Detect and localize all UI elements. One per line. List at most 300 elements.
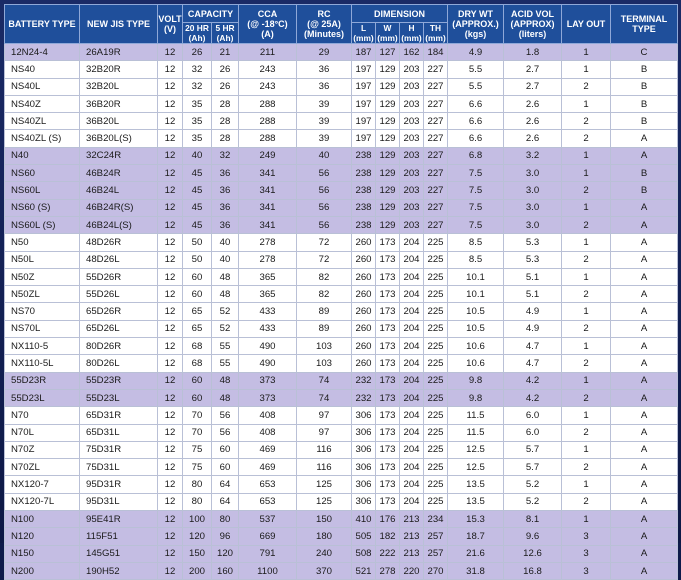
header-dim-th: TH (mm) [425, 23, 446, 43]
table-row [5, 44, 678, 61]
table-cell: N150 [5, 545, 80, 562]
table-cell: 46B24L [80, 182, 158, 199]
table-cell: 60 [183, 389, 212, 406]
table-cell: 12 [158, 165, 183, 182]
table-cell: 103 [297, 355, 352, 372]
header-rc: RC (@ 25A) (Minutes) [297, 5, 352, 44]
table-cell: 1100 [239, 562, 297, 579]
table-cell: 120 [183, 528, 212, 545]
table-cell: 8.5 [448, 251, 504, 268]
table-cell: 100 [183, 511, 212, 528]
table-cell: 13.5 [448, 476, 504, 493]
table-cell: 55D23L [80, 389, 158, 406]
table-cell: B [611, 182, 678, 199]
table-cell: 341 [239, 182, 297, 199]
table-cell: 227 [424, 61, 448, 78]
table-cell: 50 [183, 234, 212, 251]
table-cell: 240 [297, 545, 352, 562]
table-cell: 408 [239, 424, 297, 441]
table-cell: 12 [158, 303, 183, 320]
table-cell: 36 [297, 78, 352, 95]
table-cell: 180 [297, 528, 352, 545]
table-cell: 225 [424, 303, 448, 320]
table-cell: 6.6 [448, 113, 504, 130]
table-cell: A [611, 268, 678, 285]
table-cell: 89 [297, 320, 352, 337]
header-dimension: DIMENSION [352, 5, 448, 23]
table-cell: A [611, 389, 678, 406]
table-cell: 26 [183, 44, 212, 61]
table-cell: NS60L [5, 182, 80, 199]
table-cell: 32 [183, 61, 212, 78]
table-cell: 36B20L [80, 113, 158, 130]
table-cell: 203 [400, 199, 424, 216]
table-cell: 129 [376, 147, 400, 164]
table-cell: 32C24R [80, 147, 158, 164]
table-cell: 204 [400, 251, 424, 268]
table-cell: 203 [400, 216, 424, 233]
table-cell: 1 [562, 511, 611, 528]
table-cell: A [611, 320, 678, 337]
table-cell: 238 [352, 182, 376, 199]
table-cell: 173 [376, 303, 400, 320]
table-cell: 203 [400, 61, 424, 78]
table-cell: 72 [297, 251, 352, 268]
table-cell: A [611, 372, 678, 389]
table-cell: 653 [239, 476, 297, 493]
header-terminal-type: TERMINAL TYPE [611, 5, 678, 44]
table-cell: 68 [183, 355, 212, 372]
table-cell: 2 [562, 251, 611, 268]
table-cell: 225 [424, 355, 448, 372]
table-cell: NS70 [5, 303, 80, 320]
table-cell: 129 [376, 199, 400, 216]
table-cell: 12 [158, 199, 183, 216]
table-cell: 10.6 [448, 355, 504, 372]
table-cell: 2.6 [504, 113, 562, 130]
table-cell: 55D23R [5, 372, 80, 389]
table-cell: 36B20R [80, 95, 158, 112]
table-cell: 1 [562, 407, 611, 424]
table-cell: 12 [158, 407, 183, 424]
table-cell: 12.5 [448, 441, 504, 458]
table-cell: 2.6 [504, 95, 562, 112]
table-cell: 7.5 [448, 216, 504, 233]
table-cell: 3 [562, 545, 611, 562]
table-cell: 55D23R [80, 372, 158, 389]
table-cell: 97 [297, 424, 352, 441]
table-cell: 60 [212, 459, 239, 476]
table-cell: 490 [239, 338, 297, 355]
table-cell: 227 [424, 130, 448, 147]
table-cell: 173 [376, 424, 400, 441]
header-capacity: CAPACITY [183, 5, 239, 23]
table-cell: 288 [239, 113, 297, 130]
table-cell: A [611, 251, 678, 268]
table-cell: 373 [239, 372, 297, 389]
table-cell: 12 [158, 476, 183, 493]
table-cell: NX110-5L [5, 355, 80, 372]
table-cell: 12 [158, 372, 183, 389]
table-cell: 3 [562, 528, 611, 545]
table-row [5, 147, 678, 164]
table-cell: 12 [158, 286, 183, 303]
table-cell: 12 [158, 511, 183, 528]
table-cell: 238 [352, 165, 376, 182]
table-cell: 373 [239, 389, 297, 406]
table-cell: 8.5 [448, 234, 504, 251]
table-cell: 260 [352, 303, 376, 320]
table-cell: 60 [183, 372, 212, 389]
table-cell: 204 [400, 476, 424, 493]
table-cell: 213 [400, 511, 424, 528]
table-cell: 40 [212, 234, 239, 251]
table-cell: 116 [297, 459, 352, 476]
table-cell: 203 [400, 130, 424, 147]
header-dim-h: H (mm) [401, 23, 422, 43]
table-cell: 370 [297, 562, 352, 579]
table-cell: 225 [424, 286, 448, 303]
table-cell: 365 [239, 268, 297, 285]
table-cell: 2 [562, 424, 611, 441]
table-row [5, 234, 678, 251]
table-cell: 173 [376, 338, 400, 355]
table-cell: 12 [158, 234, 183, 251]
table-cell: 10.5 [448, 320, 504, 337]
table-cell: 95D31L [80, 493, 158, 510]
table-cell: 3.0 [504, 182, 562, 199]
table-cell: 28 [212, 130, 239, 147]
table-cell: 227 [424, 182, 448, 199]
table-cell: 4.7 [504, 355, 562, 372]
table-cell: N50ZL [5, 286, 80, 303]
table-cell: 4.2 [504, 389, 562, 406]
table-cell: C [611, 44, 678, 61]
table-cell: 260 [352, 320, 376, 337]
table-cell: 10.6 [448, 338, 504, 355]
table-cell: 173 [376, 268, 400, 285]
table-cell: 12 [158, 268, 183, 285]
table-cell: 80D26R [80, 338, 158, 355]
table-cell: 125 [297, 476, 352, 493]
table-cell: 203 [400, 95, 424, 112]
table-cell: A [611, 286, 678, 303]
table-cell: 1 [562, 61, 611, 78]
table-cell: 306 [352, 407, 376, 424]
table-cell: 173 [376, 234, 400, 251]
table-cell: 257 [424, 545, 448, 562]
table-cell: 12 [158, 441, 183, 458]
table-cell: 48D26L [80, 251, 158, 268]
table-cell: 32 [212, 147, 239, 164]
table-cell: 2 [562, 113, 611, 130]
table-cell: 433 [239, 303, 297, 320]
table-cell: 11.5 [448, 424, 504, 441]
table-cell: 227 [424, 199, 448, 216]
table-cell: 55 [212, 338, 239, 355]
header-layout: LAY OUT [562, 5, 611, 44]
table-cell: 2.6 [504, 130, 562, 147]
table-cell: 39 [297, 130, 352, 147]
table-cell: 2 [562, 286, 611, 303]
table-cell: 1 [562, 338, 611, 355]
table-row [5, 113, 678, 130]
table-cell: 225 [424, 372, 448, 389]
table-cell: 55D26L [80, 286, 158, 303]
table-cell: 2 [562, 493, 611, 510]
table-cell: 306 [352, 441, 376, 458]
table-cell: 12 [158, 113, 183, 130]
table-cell: N120 [5, 528, 80, 545]
table-cell: 238 [352, 147, 376, 164]
table-cell: 129 [376, 182, 400, 199]
table-cell: 48D26R [80, 234, 158, 251]
table-cell: 56 [297, 165, 352, 182]
table-row [5, 182, 678, 199]
table-cell: A [611, 476, 678, 493]
table-cell: 204 [400, 286, 424, 303]
table-cell: 225 [424, 268, 448, 285]
table-cell: 225 [424, 476, 448, 493]
table-cell: 225 [424, 441, 448, 458]
table-cell: 125 [297, 493, 352, 510]
table-cell: 46B24R(S) [80, 199, 158, 216]
table-row [5, 216, 678, 233]
table-cell: 260 [352, 286, 376, 303]
table-row [5, 251, 678, 268]
table-cell: N50L [5, 251, 80, 268]
table-cell: NS40ZL (S) [5, 130, 80, 147]
table-cell: 341 [239, 165, 297, 182]
table-cell: N100 [5, 511, 80, 528]
table-cell: 46B24L(S) [80, 216, 158, 233]
table-cell: 50 [183, 251, 212, 268]
table-cell: 173 [376, 286, 400, 303]
table-cell: 306 [352, 459, 376, 476]
table-cell: 203 [400, 147, 424, 164]
table-cell: A [611, 459, 678, 476]
table-cell: 56 [297, 216, 352, 233]
table-cell: N70Z [5, 441, 80, 458]
table-cell: 127 [376, 44, 400, 61]
table-cell: 173 [376, 251, 400, 268]
table-cell: 243 [239, 78, 297, 95]
table-cell: 1 [562, 303, 611, 320]
table-cell: NS60L (S) [5, 216, 80, 233]
table-cell: NS60 [5, 165, 80, 182]
table-cell: 2 [562, 355, 611, 372]
table-cell: 129 [376, 61, 400, 78]
table-cell: 1 [562, 234, 611, 251]
table-cell: 35 [183, 130, 212, 147]
table-cell: 469 [239, 441, 297, 458]
table-row [5, 61, 678, 78]
table-cell: 150 [297, 511, 352, 528]
table-cell: 4.9 [448, 44, 504, 61]
table-cell: 184 [424, 44, 448, 61]
table-cell: 204 [400, 389, 424, 406]
table-cell: 225 [424, 320, 448, 337]
table-cell: 56 [297, 182, 352, 199]
table-cell: NS40ZL [5, 113, 80, 130]
table-cell: 204 [400, 407, 424, 424]
table-cell: 65D26L [80, 320, 158, 337]
table-cell: 1 [562, 476, 611, 493]
table-cell: 48 [212, 286, 239, 303]
table-cell: 225 [424, 251, 448, 268]
table-cell: 64 [212, 476, 239, 493]
table-cell: A [611, 130, 678, 147]
table-cell: 200 [183, 562, 212, 579]
table-cell: A [611, 562, 678, 579]
table-cell: 9.6 [504, 528, 562, 545]
table-cell: 82 [297, 268, 352, 285]
table-cell: A [611, 528, 678, 545]
table-cell: 35 [183, 113, 212, 130]
table-cell: 5.5 [448, 61, 504, 78]
table-cell: 70 [183, 424, 212, 441]
table-cell: A [611, 511, 678, 528]
table-cell: 537 [239, 511, 297, 528]
table-cell: B [611, 61, 678, 78]
table-cell: NX120-7 [5, 476, 80, 493]
table-cell: 521 [352, 562, 376, 579]
table-cell: 4.7 [504, 338, 562, 355]
table-cell: N200 [5, 562, 80, 579]
table-row [5, 511, 678, 528]
table-cell: 204 [400, 493, 424, 510]
table-cell: 65 [183, 320, 212, 337]
table-cell: 74 [297, 372, 352, 389]
table-cell: 80 [212, 511, 239, 528]
table-cell: 95E41R [80, 511, 158, 528]
header-cap-5hr: 5 HR (Ah) [212, 23, 239, 44]
table-cell: 204 [400, 459, 424, 476]
header-dim-l: L (mm) [353, 23, 374, 43]
table-cell: 288 [239, 95, 297, 112]
table-cell: 225 [424, 389, 448, 406]
table-cell: 150 [183, 545, 212, 562]
table-cell: 4.2 [504, 372, 562, 389]
table-cell: 211 [239, 44, 297, 61]
table-row [5, 95, 678, 112]
header-acid-vol: ACID VOL (APPROX) (liters) [504, 5, 562, 44]
table-cell: 8.1 [504, 511, 562, 528]
table-cell: 1 [562, 199, 611, 216]
table-cell: 5.3 [504, 234, 562, 251]
table-cell: 1 [562, 268, 611, 285]
table-row [5, 78, 678, 95]
table-cell: A [611, 234, 678, 251]
table-cell: 176 [376, 511, 400, 528]
table-cell: 12 [158, 562, 183, 579]
table-cell: A [611, 355, 678, 372]
table-cell: 97 [297, 407, 352, 424]
table-cell: NS40 [5, 61, 80, 78]
table-cell: 204 [400, 441, 424, 458]
table-cell: 145G51 [80, 545, 158, 562]
table-cell: 36 [212, 182, 239, 199]
table-cell: 75D31R [80, 441, 158, 458]
table-cell: NS40Z [5, 95, 80, 112]
table-cell: 243 [239, 61, 297, 78]
table-cell: 225 [424, 459, 448, 476]
table-cell: 238 [352, 199, 376, 216]
table-cell: 31.8 [448, 562, 504, 579]
table-cell: 56 [212, 424, 239, 441]
table-cell: 1 [562, 147, 611, 164]
table-cell: 7.5 [448, 165, 504, 182]
table-row [5, 424, 678, 441]
table-cell: NX110-5 [5, 338, 80, 355]
table-cell: A [611, 303, 678, 320]
table-cell: 68 [183, 338, 212, 355]
table-cell: 341 [239, 216, 297, 233]
table-cell: A [611, 424, 678, 441]
table-cell: 12 [158, 528, 183, 545]
table-cell: 278 [239, 234, 297, 251]
table-cell: 48 [212, 268, 239, 285]
table-cell: 15.3 [448, 511, 504, 528]
table-cell: 36 [212, 216, 239, 233]
table-cell: 9.8 [448, 372, 504, 389]
table-cell: 12 [158, 216, 183, 233]
table-cell: 48 [212, 389, 239, 406]
table-row [5, 459, 678, 476]
table-cell: A [611, 493, 678, 510]
table-cell: 5.5 [448, 78, 504, 95]
table-cell: 204 [400, 234, 424, 251]
table-cell: 12 [158, 493, 183, 510]
table-cell: 32 [183, 78, 212, 95]
table-cell: 306 [352, 493, 376, 510]
table-cell: 9.8 [448, 389, 504, 406]
table-row [5, 338, 678, 355]
table-cell: 80D26L [80, 355, 158, 372]
table-cell: 227 [424, 78, 448, 95]
table-cell: 190H52 [80, 562, 158, 579]
table-cell: 6.0 [504, 424, 562, 441]
table-cell: 3.2 [504, 147, 562, 164]
table-cell: 270 [424, 562, 448, 579]
table-cell: 32B20R [80, 61, 158, 78]
table-cell: 12 [158, 95, 183, 112]
table-cell: N40 [5, 147, 80, 164]
table-cell: A [611, 147, 678, 164]
table-cell: 36 [212, 199, 239, 216]
header-battery-type: BATTERY TYPE [5, 5, 80, 44]
table-cell: 46B24R [80, 165, 158, 182]
table-row [5, 562, 678, 579]
table-cell: 12 [158, 61, 183, 78]
table-cell: NS70L [5, 320, 80, 337]
table-cell: 365 [239, 286, 297, 303]
table-cell: 203 [400, 182, 424, 199]
table-cell: 12 [158, 545, 183, 562]
table-cell: 52 [212, 303, 239, 320]
table-cell: 225 [424, 338, 448, 355]
table-cell: 197 [352, 130, 376, 147]
table-cell: 12 [158, 355, 183, 372]
table-cell: 13.5 [448, 493, 504, 510]
table-cell: 213 [400, 545, 424, 562]
table-cell: 220 [400, 562, 424, 579]
table-cell: 505 [352, 528, 376, 545]
table-row [5, 372, 678, 389]
table-cell: A [611, 441, 678, 458]
table-cell: 204 [400, 338, 424, 355]
table-row [5, 355, 678, 372]
